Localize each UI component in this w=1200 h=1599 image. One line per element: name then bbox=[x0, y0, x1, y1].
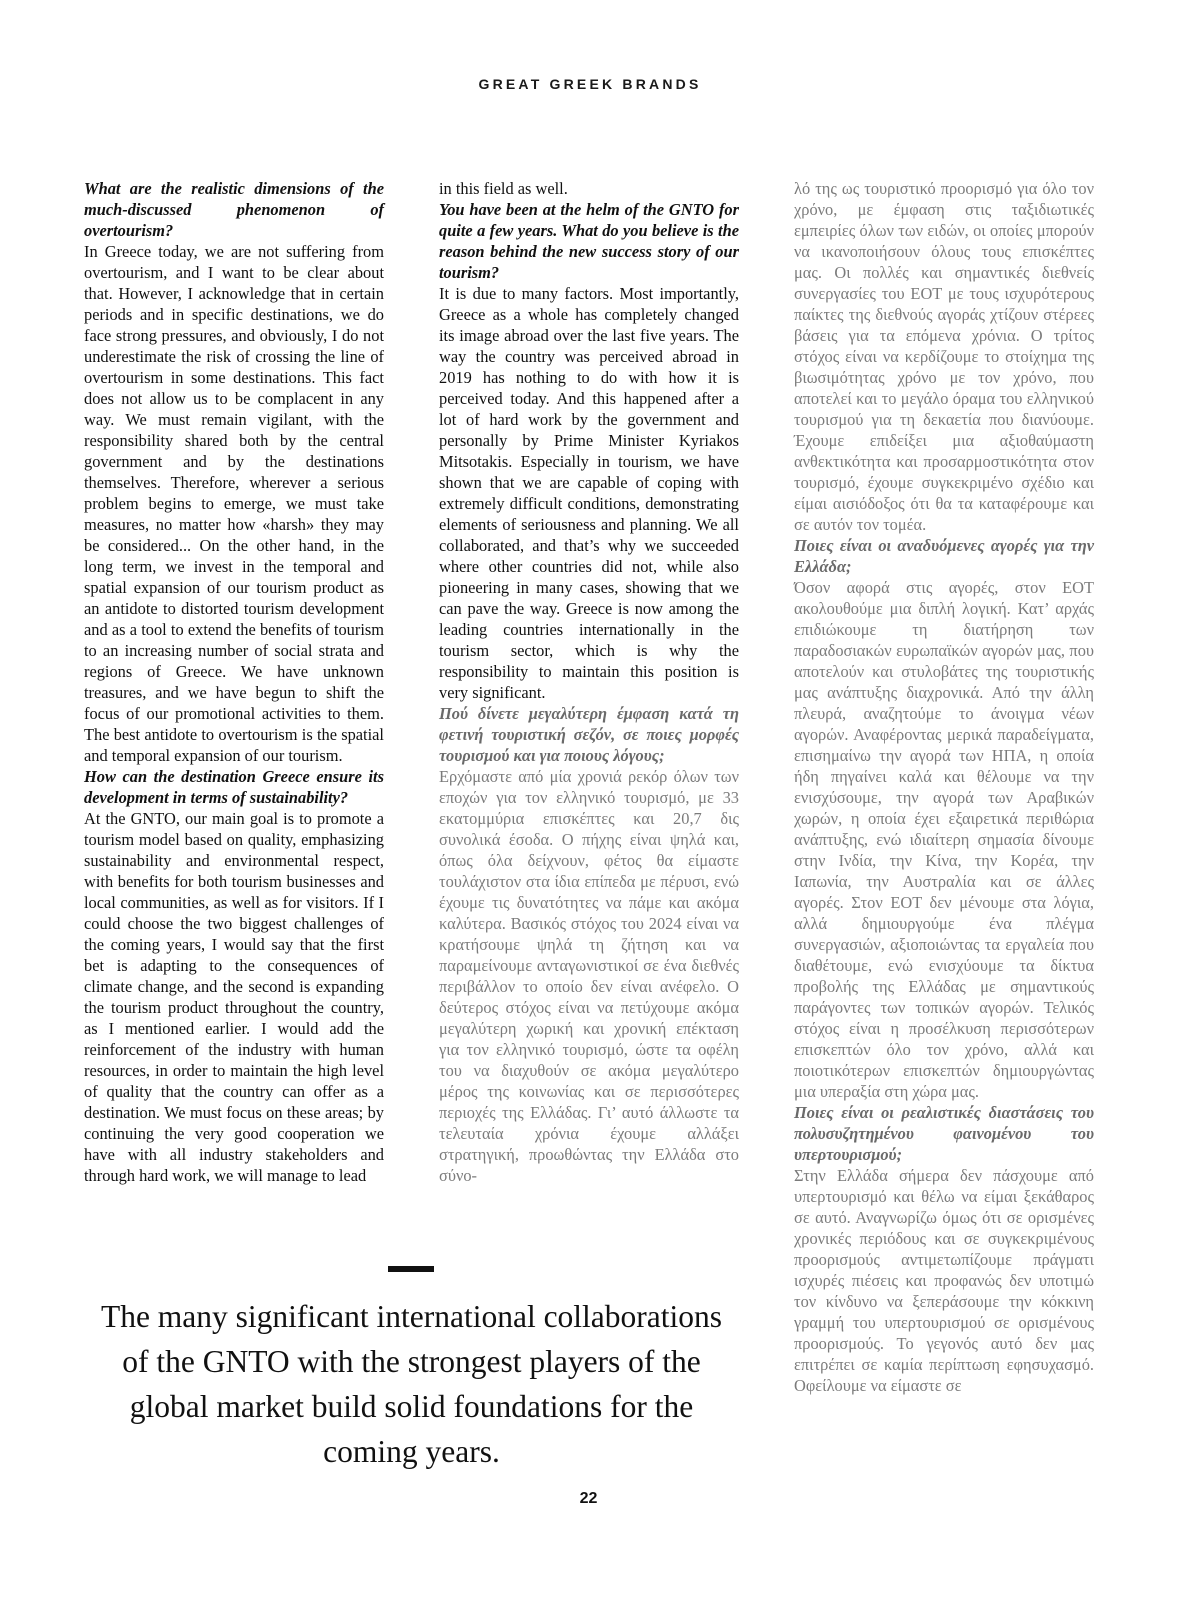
question: What are the realistic dimensions of the much-discussed phenomenon of overtourism? bbox=[84, 179, 384, 240]
question: You have been at the helm of the GNTO for quite a few years. What do you believe is the reason behind the new success story of our tourism? bbox=[439, 200, 739, 282]
answer-greek: λό της ως τουριστικό προορισμό για όλο τον χρόνο, με έμφαση στις ταξιδιωτικές εμπειρίες όλων των ειδών, οι οποίες μπορούν να ικανοποιήσουν όλους τους επισκέπτες μας. Οι πολλές και σημαντικές διεθνείς συνεργασίες του ΕΟΤ με τους ισχυρότερους παίκτες της διεθνούς αγοράς χτίζουν στέρεες βάσεις για τα επόμενα χρόνια. Ο τρίτος στόχος είναι να κερδίζουμε το στοίχημα της βιωσιμότητας χρόνο με τον χρόνο, που αποτελεί και το μεγάλο όραμα του ελληνικού τουρισμού για τη δεκαετία που διανύουμε. Έχουμε επιδείξει μια αξιοθαύμαστη ανθεκτικότητα και προσαρμοστικότητα στον τουρισμό, έχουμε συγκεκριμένο σχέδιο και είμαι αισιόδοξος ότι θα τα καταφέρουμε και σε αυτόν τον τομέα. bbox=[794, 179, 1094, 534]
column-english-2 bbox=[439, 178, 739, 1203]
answer: It is due to many factors. Most importantly, Greece as a whole has completely changed its image abroad over the last five years. The way the country was perceived abroad in 2019 has nothing to do with how it is perceived today. And this happened after a lot of hard work by the government and personally by Prime Minister Kyriakos Mitsotakis. Especially in tourism, we have shown that we are capable of coping with extremely difficult conditions, demonstrating elements of seriousness and planning. We all collaborated, and that’s why we succeeded where other countries did not, while also pioneering in many cases, showing that we can pave the way. Greece is now among the leading countries internationally in the tourism sector, which is why the responsibility to maintain this position is very significant. bbox=[439, 284, 739, 702]
answer-greek: Στην Ελλάδα σήμερα δεν πάσχουμε από υπερτουρισμό και θέλω να είμαι ξεκάθαρος σε αυτό. Αναγνωρίζω όμως ότι σε ορισμένες χρονικές περιόδους και σε συγκεκριμένους προορισμούς αντιμετωπίζουμε πράγματι ισχυρές πιέσεις και προφανώς δεν υποτιμώ τον κίνδυνο να ξεπεράσουμε την κόκκινη γραμμή του υπερτουρισμού σε ορισμένους προορισμούς. Το γεγονός αυτό δεν μας επιτρέπει σε καμία περίπτωση εφησυχασμό. Οφείλουμε να είμαστε σε bbox=[794, 1166, 1094, 1395]
answer: in this field as well. bbox=[439, 179, 568, 198]
question-greek: Ποιες είναι οι αναδυόμενες αγορές για την Ελλάδα; bbox=[794, 536, 1094, 576]
answer: In Greece today, we are not suffering from overtourism, and I want to be clear about that. However, I acknowledge that in certain periods and in specific destinations, we do face strong pressures, and obviously, I do not underestimate the risk of crossing the line of overtourism in some destinations. This fact does not allow us to be complacent in any way. We must remain vigilant, with the responsibility shared both by the central government and by the destinations themselves. Therefore, wherever a serious problem begins to emerge, we must take measures, no matter how «harsh» they may be considered... On the other hand, in the long term, we invest in the temporal and spatial expansion of our tourism product as an antidote to distorted tourism development and as a tool to extend the benefits of tourism to an increasing number of social strata and regions of Greece. We have unknown treasures, and we have begun to shift the focus of our promotional activities to them. The best antidote to overtourism is the spatial and temporal expansion of our tourism. bbox=[84, 242, 384, 765]
question-greek: Ποιες είναι οι ρεαλιστικές διαστάσεις του πολυσυζητημένου φαινομένου του υπερτουρισμού; bbox=[794, 1103, 1094, 1164]
page-number: 22 bbox=[579, 1490, 598, 1507]
question-greek: Πού δίνετε μεγαλύτερη έμφαση κατά τη φετινή τουριστική σεζόν, σε ποιες μορφές τουρισμού και για ποιους λόγους; bbox=[439, 704, 739, 765]
column-english-1 bbox=[84, 178, 384, 1203]
pullquote: The many significant international collaborations of the GNTO with the strongest players of the global market build solid foundations for the coming years. bbox=[100, 1299, 723, 1469]
answer: At the GNTO, our main goal is to promote a tourism model based on quality, emphasizing sustainability and environmental respect, with benefits for both tourism businesses and local communities, as well as for visitors. If I could choose the two biggest challenges of the coming years, I would say that the first bet is adapting to the consequences of climate change, and the second is expanding the tourism product throughout the country, as I mentioned earlier. I would add the reinforcement of the industry with human resources, in order to maintain the high level of quality that the country can offer as a destination. We must focus on these areas; by continuing the very good cooperation we have with all industry stakeholders and through hard work, we will manage to lead bbox=[84, 809, 384, 1185]
running-header: GREAT GREEK BRANDS bbox=[478, 76, 702, 92]
question: How can the destination Greece ensure its development in terms of sustainability? bbox=[84, 767, 384, 807]
answer-greek: Όσον αφορά στις αγορές, στον ΕΟΤ ακολουθούμε μια διπλή λογική. Κατ’ αρχάς επιδιώκουμε τη διατήρηση των παραδοσιακών ευρωπαϊκών αγορών μας, που αποτελούν και στυλοβάτες της τουριστικής μας ανάπτυξης διαχρονικά. Από την άλλη πλευρά, αναζητούμε το άνοιγμα νέων αγορών. Αναφέροντας μερικά παραδείγματα, επισημαίνω την αγορά των ΗΠΑ, η οποία ήδη πηγαίνει καλά και θέλουμε να την ενισχύσουμε, την αγορά των Αραβικών χωρών, η οποία έχει εξαιρετικά περιθώρια ανάπτυξης, ενώ ιδιαίτερη σημασία δίνουμε στην Ινδία, την Κίνα, την Κορέα, την Ιαπωνία, την Αυστραλία και σε άλλες αγορές. Στον ΕΟΤ δεν μένουμε στα λόγια, αλλά δημιουργούμε ένα πλέγμα συνεργασιών, αξιοποιώντας τα εργαλεία που διαθέτουμε, ενώ ενισχύουμε τα δίκτυα προβολής της Ελλάδας με σημαντικούς παράγοντες των τοπικών αγορών. Τελικός στόχος είναι η προσέλκυση περισσότερων επισκεπτών όλο τον χρόνο, αλλά και ποιοτικότερων επισκεπτών δημιουργώντας μια υπεραξία στη χώρα μας. bbox=[794, 578, 1094, 1101]
pullquote-rule bbox=[388, 1266, 434, 1272]
column-greek bbox=[794, 178, 1094, 1468]
answer-greek: Ερχόμαστε από μία χρονιά ρεκόρ όλων των εποχών για τον ελληνικό τουρισμό, με 33 εκατομμύρια επισκέπτες και 20,7 δις συνολικά έσοδα. Ο πήχης είναι ψηλά και, όπως όλα δείχνουν, φέτος θα είμαστε τουλάχιστον στα ίδια επίπεδα με πέρυσι, ενώ έχουμε τις δυνατότητες να πάμε και ακόμα καλύτερα. Βασικός στόχος του 2024 είναι να κρατήσουμε ψηλά τη ζήτηση και να παραμείνουμε ανταγωνιστικοί σε ένα διεθνές περιβάλλον το οποίο δεν είναι ανέφελο. Ο δεύτερος στόχος είναι να πετύχουμε ακόμα μεγαλύτερη χωρική και χρονική επέκταση για τον ελληνικό τουρισμό, ώστε τα οφέλη του να διαχυθούν σε ακόμα μεγαλύτερο μέρος της κοινωνίας και σε περισσότερες περιοχές της Ελλάδας. Γι’ αυτό άλλωστε τα τελευταία χρόνια έχουμε αλλάξει στρατηγική, προωθώντας την Ελλάδα στο σύνο- bbox=[439, 767, 739, 1185]
